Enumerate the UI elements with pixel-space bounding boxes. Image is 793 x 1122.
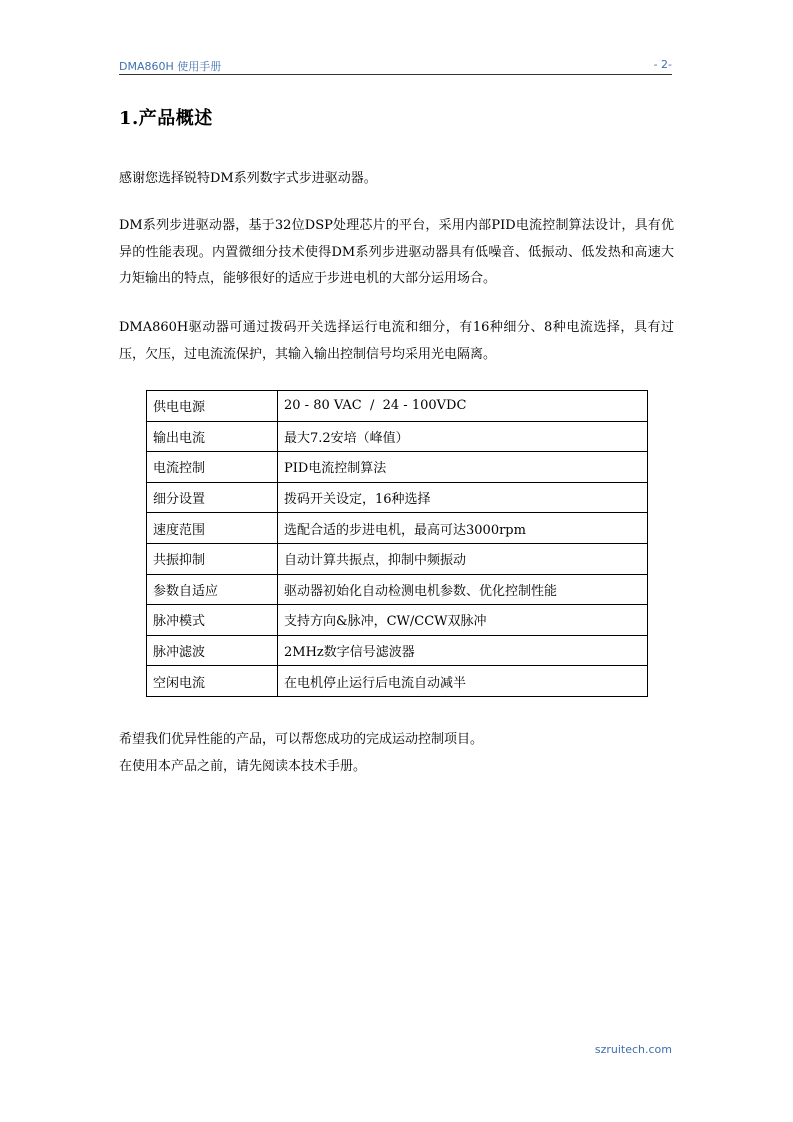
spec-value: 最大7.2安培（峰值） — [278, 421, 648, 452]
spec-key: 速度范围 — [147, 513, 278, 544]
features-paragraph: DMA860H驱动器可通过拨码开关选择运行电流和细分，有16种细分、8种电流选择，具有过压，欠压，过电流流保护，其输入输出控制信号均采用光电隔离。 — [119, 320, 674, 362]
table-row — [147, 513, 648, 544]
table-row — [147, 482, 648, 513]
reading-notice: 在使用本产品之前，请先阅读本技术手册。 — [119, 759, 367, 774]
spec-value: 在电机停止运行后电流自动减半 — [278, 666, 648, 697]
spec-key: 细分设置 — [147, 482, 278, 513]
spec-value: 驱动器初始化自动检测电机参数、优化控制性能 — [278, 574, 648, 605]
spec-key: 输出电流 — [147, 421, 278, 452]
spec-value: 自动计算共振点，抑制中频振动 — [278, 543, 648, 574]
spec-key: 共振抑制 — [147, 543, 278, 574]
spec-value: 2MHz数字信号滤波器 — [278, 635, 648, 666]
table-row — [147, 635, 648, 666]
table-row — [147, 421, 648, 452]
table-row — [147, 391, 648, 422]
footer-site-link[interactable]: szruitech.com — [594, 1043, 672, 1056]
table-row — [147, 666, 648, 697]
header-doc-title: DMA860H 使用手册 — [119, 60, 222, 73]
spec-value: PID电流控制算法 — [278, 452, 648, 483]
table-row — [147, 574, 648, 605]
table-row — [147, 605, 648, 636]
spec-key: 参数自适应 — [147, 574, 278, 605]
page-header — [119, 56, 672, 75]
closing-paragraph: 希望我们优异性能的产品，可以帮您成功的完成运动控制项目。 — [119, 732, 484, 747]
header-page-number: - 2- — [653, 58, 672, 71]
spec-key: 空闲电流 — [147, 666, 278, 697]
spec-value: 20 - 80 VAC / 24 - 100VDC — [278, 391, 648, 422]
description-paragraph: DM系列步进驱动器，基于32位DSP处理芯片的平台，采用内部PID电流控制算法设计，具有优异的性能表现。内置微细分技术使得DM系列步进驱动器具有低噪音、低振动、低发热和高速大力矩输出的特点，能够很好的适应于步进电机的大部分运用场合。 — [119, 218, 674, 286]
spec-key: 脉冲模式 — [147, 605, 278, 636]
spec-table — [146, 390, 648, 697]
spec-key: 脉冲滤波 — [147, 635, 278, 666]
spec-key: 电流控制 — [147, 452, 278, 483]
spec-value: 支持方向&脉冲，CW/CCW双脉冲 — [278, 605, 648, 636]
spec-key: 供电电源 — [147, 391, 278, 422]
spec-value: 拨码开关设定，16种选择 — [278, 482, 648, 513]
section-title: 1.产品概述 — [119, 108, 213, 129]
intro-paragraph: 感谢您选择锐特DM系列数字式步进驱动器。 — [119, 171, 377, 186]
table-row — [147, 452, 648, 483]
spec-value: 选配合适的步进电机，最高可达3000rpm — [278, 513, 648, 544]
table-row — [147, 543, 648, 574]
